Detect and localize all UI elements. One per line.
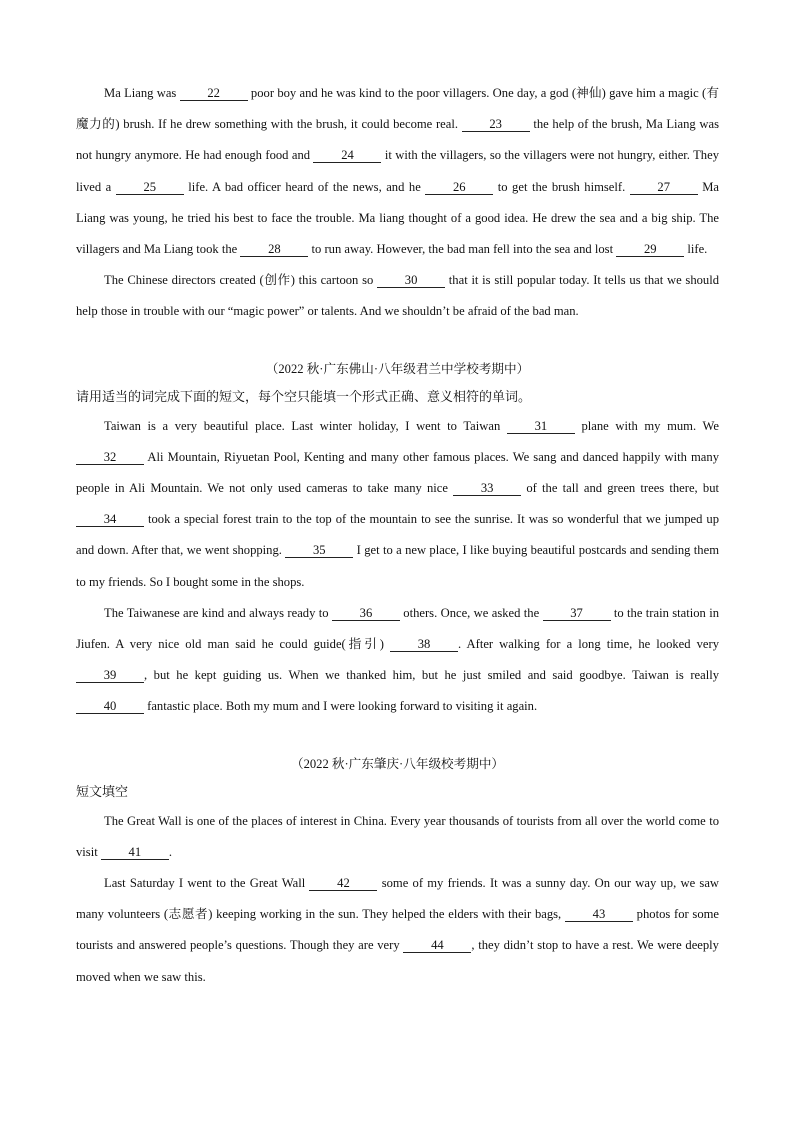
answer-blank-27[interactable]: 27 <box>630 180 698 195</box>
section3-paragraph2 <box>76 868 719 993</box>
answer-blank-34[interactable]: 34 <box>76 512 144 527</box>
passage-text: Taiwan is a very beautiful place. Last winter holiday, I went to Taiwan <box>104 418 507 433</box>
passage-text: to run away. However, the bad man fell into the sea and lost <box>308 242 617 257</box>
passage-text: Ma Liang was young, he tried his best to face the trouble. Ma liang thought of a good idea. He drew the sea and a big ship. The villagers and Ma Liang took the <box>76 179 719 257</box>
answer-blank-28[interactable]: 28 <box>240 242 308 257</box>
section2-instruction: 请用适当的词完成下面的短文，每个空只能填一个形式正确、意义相符的单词。 <box>76 389 532 405</box>
section2-paragraph1 <box>76 411 719 598</box>
section2-paragraph2 <box>76 598 719 723</box>
answer-blank-42[interactable]: 42 <box>309 876 377 891</box>
answer-blank-23[interactable]: 23 <box>462 117 530 132</box>
section3-paragraph1 <box>76 806 719 868</box>
passage-text: to the train station in Jiufen. A very nice old man said he could guide(指引) <box>76 605 719 652</box>
answer-blank-44[interactable]: 44 <box>403 938 471 953</box>
answer-blank-22[interactable]: 22 <box>180 86 248 101</box>
passage-text: took a special forest train to the top of the mountain to see the sunrise. It was so wonderful that we jumped up and down. After that, we went shopping. <box>76 512 719 558</box>
answer-blank-30[interactable]: 30 <box>377 273 445 288</box>
passage-text: others. Once, we asked the <box>399 605 543 620</box>
section3-source: （2022 秋·广东肇庆·八年级校考期中） <box>290 756 505 771</box>
answer-blank-43[interactable]: 43 <box>565 907 633 922</box>
passage-text: that it is still popular today. It tells us that we should help those in trouble with our “magic power” or talents. And we shouldn’t be afraid of the bad man. <box>76 273 720 319</box>
passage1-paragraph1 <box>76 78 719 265</box>
passage-text: . <box>168 844 172 859</box>
section2-source: （2022 秋·广东佛山·八年级君兰中学校考期中） <box>265 361 530 376</box>
passage-text: of the tall and green trees there, but <box>521 481 719 496</box>
passage-text: plane with my mum. We <box>574 418 719 433</box>
passage-text: fantastic place. Both my mum and I were looking forward to visiting it again. <box>144 699 538 714</box>
passage-text: I get to a new place, I like buying beautiful postcards and sending them to my friends. So I bought some in the shops. <box>76 543 719 589</box>
passage-text: . After walking for a long time, he looked very <box>458 637 720 652</box>
passage-text: to get the brush himself. <box>493 179 630 194</box>
passage1-paragraph2 <box>76 265 719 327</box>
answer-blank-25[interactable]: 25 <box>116 180 184 195</box>
answer-blank-26[interactable]: 26 <box>425 180 493 195</box>
answer-blank-39[interactable]: 39 <box>76 668 144 683</box>
passage-text: life. <box>684 242 708 257</box>
passage-text: some of my friends. It was a sunny day. On our way up, we saw many volunteers (志愿者) keeping working in the sun. They helped the elders with their bags, <box>76 876 720 922</box>
passage-text: Ma Liang was <box>104 86 180 100</box>
passage-text: photos for some tourists and answered people’s questions. Though they are very <box>76 907 720 953</box>
answer-blank-38[interactable]: 38 <box>390 637 458 652</box>
passage-text: life. A bad officer heard of the news, and he <box>183 179 426 194</box>
answer-blank-33[interactable]: 33 <box>453 481 521 496</box>
answer-blank-24[interactable]: 24 <box>313 148 381 163</box>
answer-blank-37[interactable]: 37 <box>543 606 611 621</box>
section3-instruction: 短文填空 <box>76 784 129 800</box>
answer-blank-40[interactable]: 40 <box>76 699 144 714</box>
answer-blank-35[interactable]: 35 <box>285 543 353 558</box>
answer-blank-32[interactable]: 32 <box>76 450 144 465</box>
passage-text: The Chinese directors created (创作) this cartoon so <box>104 273 378 288</box>
passage-text: , they didn’t stop to have a rest. We were deeply moved when we saw this. <box>76 938 719 984</box>
passage-text: it with the villagers, so the villagers were not hungry, either. They lived a <box>76 148 719 194</box>
passage-text: Last Saturday I went to the Great Wall <box>104 876 310 891</box>
passage-text: The Taiwanese are kind and always ready to <box>104 605 332 620</box>
passage-text: , but he kept guiding us. When we thanked him, but he just smiled and said goodbye. Taiwan is really <box>144 668 719 683</box>
answer-blank-41[interactable]: 41 <box>101 845 169 860</box>
answer-blank-31[interactable]: 31 <box>507 419 575 434</box>
passage-text: Ali Mountain, Riyuetan Pool, Kenting and many other famous places. We sang and danced happily with many people in Ali Mountain. We not only used cameras to take many nice <box>76 449 719 496</box>
answer-blank-36[interactable]: 36 <box>332 606 400 621</box>
passage-text: The Great Wall is one of the places of interest in China. Every year thousands of tourists from all over the world come to visit <box>76 813 719 859</box>
passage-text: poor boy and he was kind to the poor villagers. One day, a god (神仙) gave him a magic (有魔力的) brush. If he drew something with the brush, it could become real. <box>76 86 719 132</box>
worksheet-page <box>76 78 719 993</box>
passage-text: the help of the brush, Ma Liang was not hungry anymore. He had enough food and <box>76 117 720 163</box>
answer-blank-29[interactable]: 29 <box>616 242 684 257</box>
